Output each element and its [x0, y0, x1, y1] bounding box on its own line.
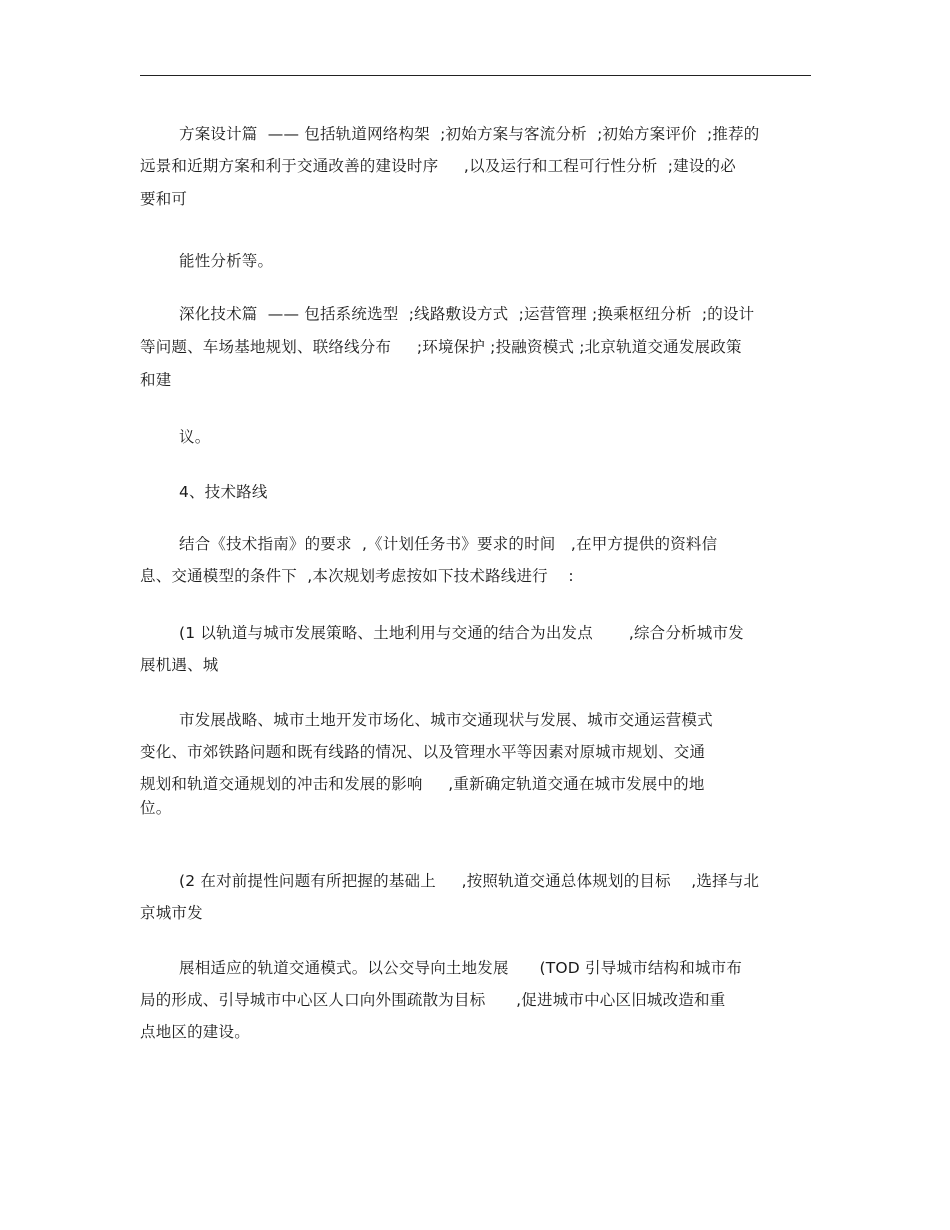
paragraph-item-2-continued — [140, 958, 820, 1042]
section-heading: 4、技术路线 — [179, 483, 268, 501]
text-line: 方案设计篇 —— 包括轨道网络构架 ;初始方案与客流分析 ;初始方案评价 ;推荐的 — [179, 125, 760, 143]
text-line: (2 在对前提性问题有所把握的基础上 ,按照轨道交通总体规划的目标 ,选择与北 — [179, 872, 760, 890]
paragraph-route-intro — [140, 534, 820, 586]
section-heading-technical-route — [140, 482, 820, 502]
paragraph-item-1 — [140, 623, 820, 675]
text-line: 能性分析等。 — [179, 252, 274, 270]
text-line: 变化、市郊铁路问题和既有线路的情况、以及管理水平等因素对原城市规划、交通 — [140, 743, 706, 761]
text-line: (1 以轨道与城市发展策略、土地利用与交通的结合为出发点 ,综合分析城市发 — [179, 624, 744, 642]
text-line: 规划和轨道交通规划的冲击和发展的影响 ,重新确定轨道交通在城市发展中的地 — [140, 775, 705, 793]
text-line: 深化技术篇 —— 包括系统选型 ;线路敷设方式 ;运营管理 ;换乘枢纽分析 ;的设计 — [179, 305, 755, 323]
paragraph-scheme-design — [140, 124, 820, 209]
text-line: 京城市发 — [140, 904, 203, 922]
text-line: 远景和近期方案和利于交通改善的建设时序 ,以及运行和工程可行性分析 ;建设的必 — [140, 157, 736, 175]
text-line: 点地区的建设。 — [140, 1023, 250, 1041]
text-line: 要和可 — [140, 190, 188, 208]
paragraph-item-2 — [140, 871, 820, 923]
text-line: 和建 — [140, 371, 172, 389]
text-line: 展机遇、城 — [140, 656, 219, 674]
text-line: 市发展战略、城市土地开发市场化、城市交通现状与发展、城市交通运营模式 — [179, 711, 713, 729]
text-line: 结合《技术指南》的要求 ,《计划任务书》要求的时间 ,在甲方提供的资料信 — [179, 535, 718, 553]
paragraph-feasibility — [140, 251, 820, 271]
text-line: 议。 — [179, 428, 211, 446]
text-line: 局的形成、引导城市中心区人口向外围疏散为目标 ,促进城市中心区旧城改造和重 — [140, 991, 726, 1009]
text-line: 展相适应的轨道交通模式。以公交导向土地发展 (TOD 引导城市结构和城市布 — [179, 959, 743, 977]
paragraph-item-1-continued — [140, 710, 820, 818]
paragraph-technical-deepening — [140, 304, 820, 390]
text-line: 位。 — [140, 799, 172, 817]
paragraph-suggestion — [140, 427, 820, 447]
text-line: 等问题、车场基地规划、联络线分布 ;环境保护 ;投融资模式 ;北京轨道交通发展政策 — [140, 338, 742, 356]
text-line: 息、交通模型的条件下 ,本次规划考虑按如下技术路线进行 : — [140, 567, 574, 585]
header-rule — [140, 75, 811, 76]
